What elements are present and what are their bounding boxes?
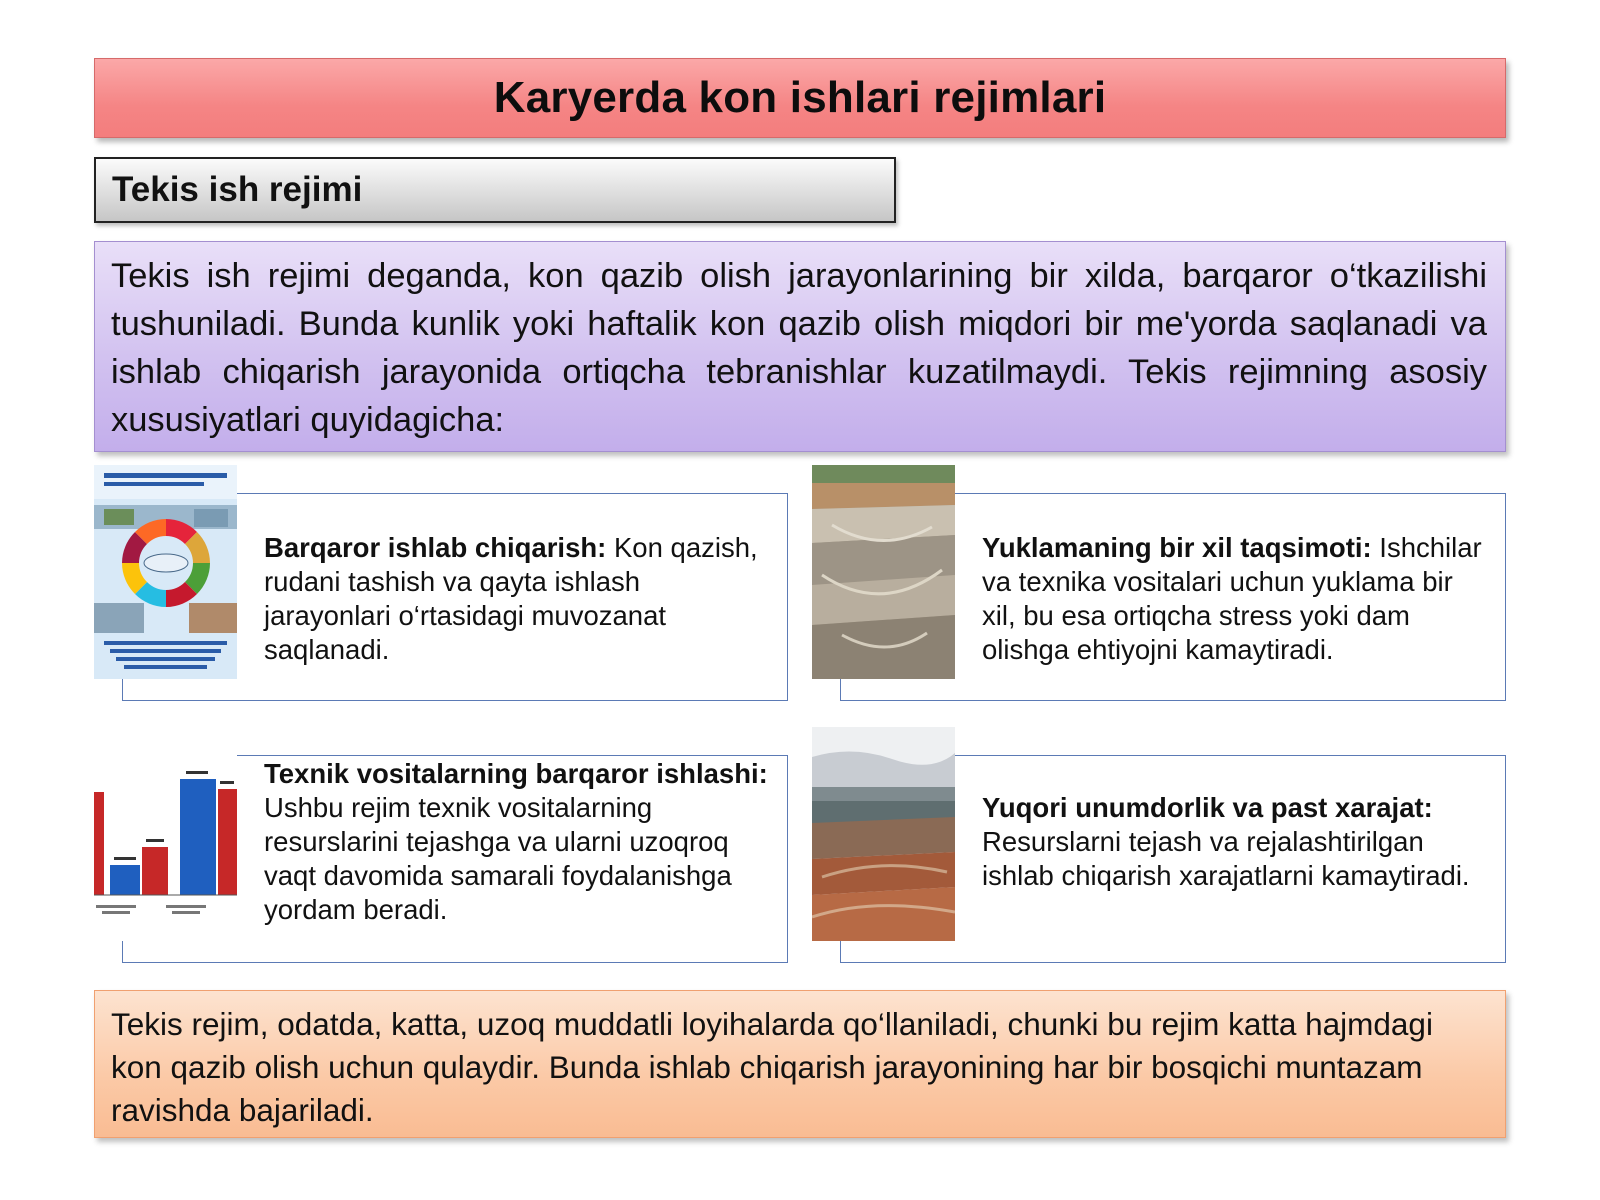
section-subtitle: Tekis ish rejimi bbox=[112, 170, 363, 209]
subtitle-banner bbox=[94, 157, 896, 223]
card-heading: Barqaror ishlab chiqarish: bbox=[264, 532, 607, 563]
card-text bbox=[264, 531, 774, 667]
card-body: Ushbu rejim texnik vositalarning resurslarini tejashga va ularni uzoqroq vaqt davomida samarali foydalanishga yordam beradi. bbox=[264, 792, 732, 925]
report-cover-image bbox=[94, 465, 237, 679]
conclusion-box bbox=[94, 990, 1506, 1138]
card-body: Ishchilar va texnika vositalari uchun yuklama bir xil, bu esa ortiqcha stress yoki dam olishga ehtiyojni kamaytiradi. bbox=[982, 532, 1482, 665]
intro-text: Tekis ish rejimi deganda, kon qazib olish jarayonlarining bir xilda, barqaror o‘tkazilishi tushuniladi. Bunda kunlik yoki haftalik kon qazib olish miqdori bir me'yorda saqlanadi va ishlab chiqarish jarayonida ortiqcha tebranishlar kuzatilmaydi. Tekis rejimning asosiy xususiyatlari quyidagicha: bbox=[111, 257, 1487, 439]
card-text bbox=[264, 757, 774, 927]
feature-card-uniform-load bbox=[812, 465, 1506, 701]
card-body: Kon qazish, rudani tashish va qayta ishlash jarayonlari o‘rtasidagi muvozanat saqlanadi. bbox=[264, 532, 758, 665]
intro-box bbox=[94, 241, 1506, 452]
open-pit-quarry-image bbox=[812, 465, 955, 679]
card-heading: Yuqori unumdorlik va past xarajat: bbox=[982, 792, 1433, 823]
title-banner bbox=[94, 58, 1506, 138]
feature-card-high-productivity bbox=[812, 727, 1506, 963]
card-text bbox=[982, 791, 1492, 893]
bar-chart-image bbox=[94, 727, 237, 941]
feature-card-stable-production bbox=[94, 465, 788, 701]
feature-card-stable-equipment bbox=[94, 727, 788, 963]
card-heading: Texnik vositalarning barqaror ishlashi: bbox=[264, 758, 768, 789]
conclusion-text: Tekis rejim, odatda, katta, uzoq muddatli loyihalarda qo‘llaniladi, chunki bu rejim katta hajmdagi kon qazib olish uchun qulaydir. Bunda ishlab chiqarish jarayonining har bir bosqichi muntazam ravishda bajariladi. bbox=[111, 1006, 1433, 1128]
mine-landscape-image bbox=[812, 727, 955, 941]
card-heading: Yuklamaning bir xil taqsimoti: bbox=[982, 532, 1372, 563]
card-body: Resurslarni tejash va rejalashtirilgan ishlab chiqarish xarajatlarni kamaytiradi. bbox=[982, 826, 1470, 891]
page-title: Karyerda kon ishlari rejimlari bbox=[493, 73, 1107, 122]
card-text bbox=[982, 531, 1492, 667]
